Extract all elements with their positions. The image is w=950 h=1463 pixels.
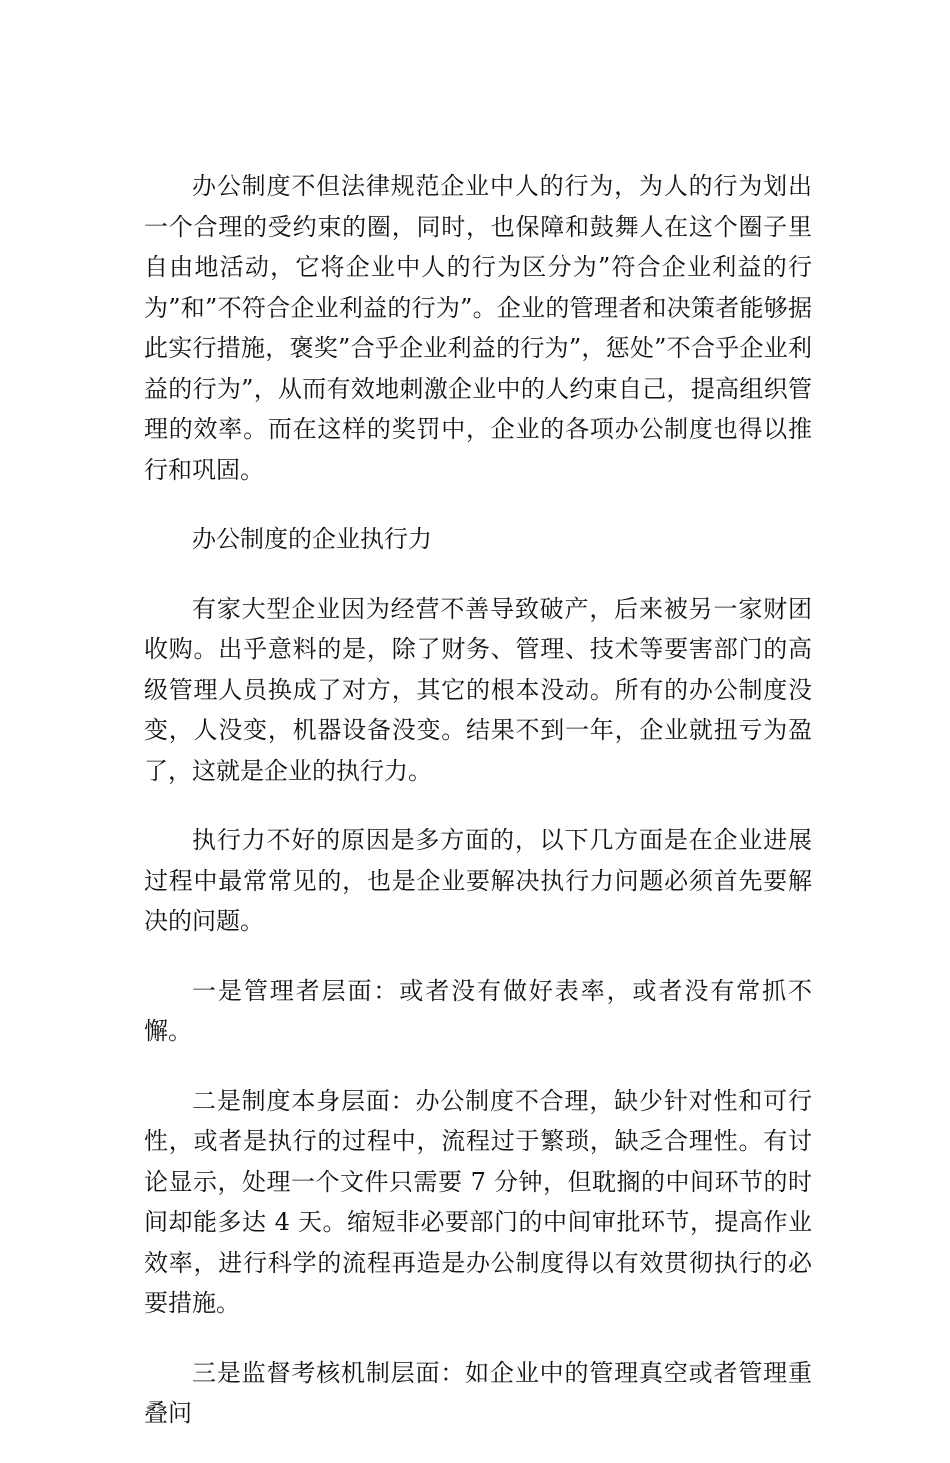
paragraph-execution-causes: 执行力不好的原因是多方面的，以下几方面是在企业进展过程中最常常见的，也是企业要解决执行力问题必须首先要解决的问题。 [144, 826, 812, 935]
paragraph-system-level: 二是制度本身层面：办公制度不合理，缺少针对性和可行性，或者是执行的过程中，流程过于繁琐，缺乏合理性。有讨论显示，处理一个文件只需要 7 分钟，但耽搁的中间环节的时间却能多达 4 天。缩短非必要部门的中间审批环节，提高作业效率，进行科学的流程再造是办公制度得以有效贯彻执行的必要措施。 [144, 1086, 812, 1317]
paragraph-supervision-level: 三是监督考核机制层面：如企业中的管理真空或者管理重叠问 [144, 1358, 812, 1427]
section-heading-execution: 办公制度的企业执行力 [192, 525, 432, 553]
paragraph-office-rules: 办公制度不但法律规范企业中人的行为，为人的行为划出一个合理的受约束的圈，同时，也保障和鼓舞人在这个圈子里自由地活动，它将企业中人的行为区分为”符合企业利益的行为”和”不符合企业利益的行为”。企业的管理者和决策者能够据此实行措施，褒奖”合乎企业利益的行为”，惩处”不合乎企业利益的行为”，从而有效地刺激企业中的人约束自己，提高组织管理的效率。而在这样的奖罚中，企业的各项办公制度也得以推行和巩固。 [144, 172, 812, 484]
document-body [144, 166, 812, 1463]
paragraph-manager-level: 一是管理者层面：或者没有做好表率，或者没有常抓不懈。 [144, 976, 812, 1045]
paragraph-acquisition-story: 有家大型企业因为经营不善导致破产，后来被另一家财团收购。出乎意料的是，除了财务、管理、技术等要害部门的高级管理人员换成了对方，其它的根本没动。所有的办公制度没变，人没变，机器设备没变。结果不到一年，企业就扭亏为盈了，这就是企业的执行力。 [144, 594, 812, 785]
